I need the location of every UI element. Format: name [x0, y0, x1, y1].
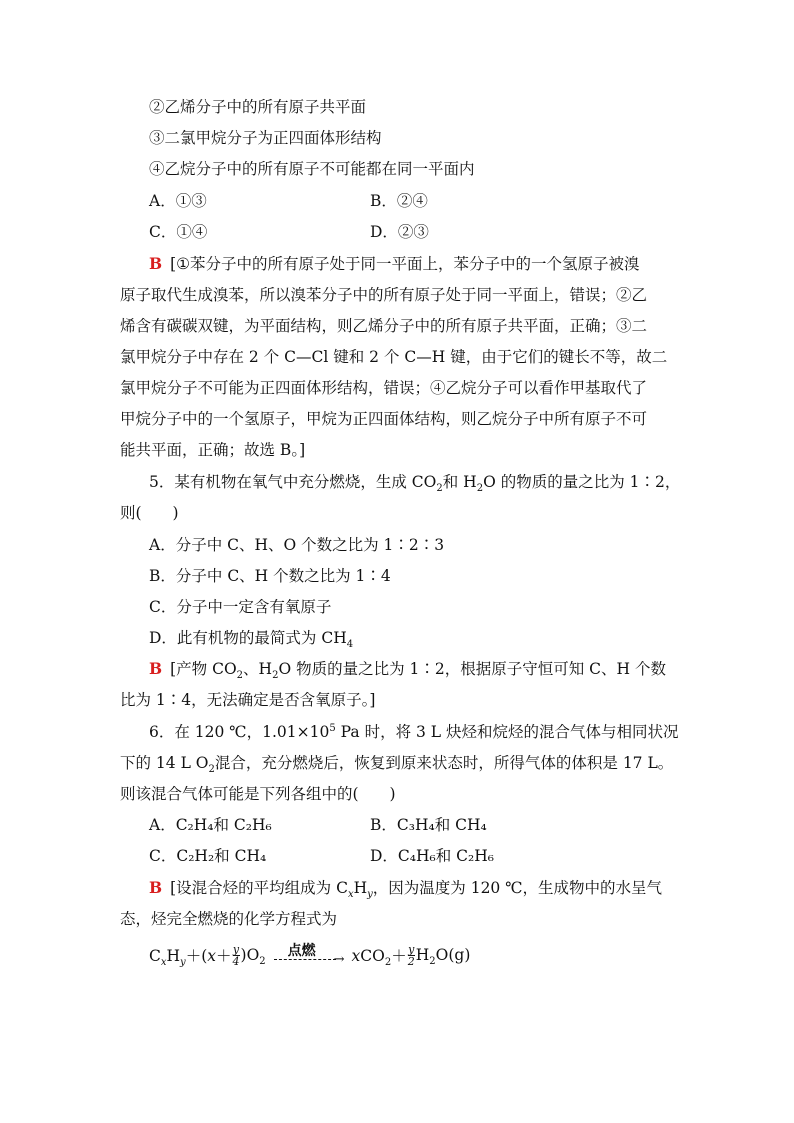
q6-answer: B	[149, 878, 163, 897]
q6-stem-line-2: 下的 14 L $O_2$混合，充分燃烧后，恢复到原来状态时，所得气体的体积是 17 L。	[120, 754, 674, 776]
q5-stem-line-2: 则( )	[120, 504, 179, 522]
q4-explanation-line-4: 氯甲烷分子中存在 2 个 C—Cl 键和 2 个 C—H 键，由于它们的键长不等，故二	[120, 348, 668, 366]
q5-option-c: C．分子中一定含有氧原子	[149, 598, 332, 616]
fraction-y-over-2: $\frac{y}{2}$	[407, 942, 415, 968]
q6-option-a: A．C₂H₄和 C₂H₆	[149, 816, 272, 834]
q4-item-2: ②乙烯分子中的所有原子共平面	[149, 98, 367, 116]
q6-explanation-line-1: B [设混合烃的平均组成为 $C_xH_y$，因为温度为 120 ℃，生成物中的水呈气	[149, 878, 663, 901]
q5-explanation-line-1: B [产物 $CO_2$、$H_2O$ 物质的量之比为 1∶2，根据原子守恒可知 C、H 个数	[149, 659, 666, 682]
q6-option-c: C．C₂H₂和 CH₄	[149, 847, 267, 865]
q4-explanation-line-7: 能共平面，正确；故选 B。]	[120, 441, 306, 459]
q4-explanation-line-5: 氯甲烷分子不可能为正四面体形结构，错误；④乙烷分子可以看作甲基取代了	[120, 379, 648, 397]
q4-item-3: ③二氯甲烷分子为正四面体形结构	[149, 129, 382, 147]
arrow-head-icon: →	[333, 952, 345, 967]
q5-option-b: B．分子中 C、H 个数之比为 1∶4	[149, 567, 391, 585]
q5-explanation-line-2: 比为 1∶4，无法确定是否含氧原子。]	[120, 691, 376, 709]
q5-stem-line-1: 5．某有机物在氧气中充分燃烧，生成 $CO_2$和 $H_2O$ 的物质的量之比为 1∶2，	[149, 473, 681, 495]
q6-stem-line-3: 则该混合气体可能是下列各组中的( )	[120, 785, 396, 803]
q4-explanation-line-3: 烯含有碳碳双键，为平面结构，则乙烯分子中的所有原子共平面，正确；③二	[120, 317, 648, 335]
q5-answer: B	[149, 659, 163, 678]
q4-item-4: ④乙烷分子中的所有原子不可能都在同一平面内	[149, 160, 475, 178]
q4-explanation-line-1: B [①苯分子中的所有原子处于同一平面上，苯分子中的一个氢原子被溴	[149, 254, 640, 273]
q6-option-d: D．C₄H₆和 C₂H₆	[370, 847, 494, 865]
reaction-arrow	[274, 940, 344, 970]
q4-option-c: C．①④	[149, 223, 208, 241]
q4-option-a: A．①③	[149, 192, 207, 210]
q4-option-d: D．②③	[370, 223, 429, 241]
q6-explanation-line-2: 态，烃完全燃烧的化学方程式为	[120, 910, 338, 928]
q4-explanation-line-6: 甲烷分子中的一个氢原子，甲烷为正四面体结构，则乙烷分子中所有原子不可	[120, 410, 648, 428]
q6-stem-line-1: 6．在 120 ℃，$1.01\times 10^5$ Pa 时，将 3 L 炔烃和烷烃的混合气体与相同状况	[149, 722, 679, 741]
q4-answer: B	[149, 254, 163, 273]
q4-option-b: B．②④	[370, 192, 428, 210]
q6-option-b: B．C₃H₄和 CH₄	[370, 816, 487, 834]
q4-explanation-line-2: 原子取代生成溴苯，所以溴苯分子中的所有原子处于同一平面上，错误；②乙	[120, 286, 648, 304]
combustion-equation: $C_xH_y+(x+$ $\frac{y}{4}$ )$O_2$ 点燃 → xCO$_2$＋ $\frac{y}{2}$ $H_2O(g)$	[149, 940, 569, 974]
q5-option-a: A．分子中 C、H、O 个数之比为 1∶2∶3	[149, 536, 445, 554]
q5-option-d: D．此有机物的最简式为 $CH_4$	[149, 629, 354, 651]
reaction-condition: 点燃	[287, 943, 316, 959]
fraction-y-over-4: $\frac{y}{4}$	[232, 942, 240, 968]
